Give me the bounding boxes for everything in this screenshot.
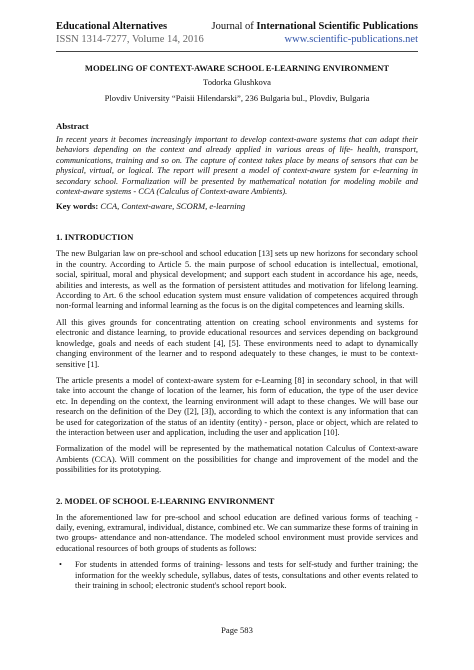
bullet-text: For students in attended forms of training- lessons and tests for self-study and further training; the information for the weekly schedule, syllabus, dates of tests, consultations and other events related to their training in school; electronic student's school report book. xyxy=(75,560,418,590)
intro-paragraph: The new Bulgarian law on pre-school and school education [13] sets up new horizons for secondary school in the country. According to Article 5. the main purpose of school education is intellectual, emotional, social, spiritual, moral and physical development; and support each student in accordance his age, needs, abilities and interests, as well as the formation of persistent attitudes and motivation for lifelong learning. According to Art. 6 the school education system must ensure validation of competences acquired through non-formal learning and informal learning as the focus is on the digital competences and learning skills. xyxy=(56,249,418,311)
journal-prefix: Journal of xyxy=(211,21,257,32)
model-paragraph: In the aforementioned law for pre-school and school education are defined various forms of teaching - daily, evening, extramural, individual, distance, combined etc. We can summarize these forms of training in two groups- attendance and non-attendance. The modeled school environment must provide services and educational resources of both groups of students as follows: xyxy=(56,512,418,553)
journal-publisher-name: International Scientific Publications xyxy=(256,21,418,32)
website-link[interactable]: www.scientific-publications.net xyxy=(284,34,418,45)
abstract-text: In recent years it becomes increasingly important to develop context-aware systems that can adapt their behaviors depending on the context and already applied in various areas of life- health, transport, communications, training and so on. The capture of context takes place by means of sensors that can be physical, virtual, or logical. The report will present a model of context-aware system for e-learning in secondary school. Formalization will be presented by mathematical notation for modeling mobile and context-aware systems - CCA (Calculus of Context-aware Ambients). xyxy=(56,135,418,197)
intro-paragraph: Formalization of the model will be represented by the mathematical notation Calculus of Context-aware Ambients (CCA). Will comment on the possibilities for change and improvement of the model and the possibilities for its prototyping. xyxy=(56,444,418,475)
paper-author: Todorka Glushkova xyxy=(203,77,271,87)
journal-publisher xyxy=(211,20,418,33)
paper-title: MODELING OF CONTEXT-AWARE SCHOOL E-LEARNING ENVIRONMENT xyxy=(84,63,390,73)
journal-name: Educational Alternatives xyxy=(56,21,168,32)
intro-paragraph: All this gives grounds for concentrating attention on creating school environments and systems for electronic and distance learning, to provide educational resources and services depending on background knowledge, goals and needs of each student [4], [5]. These environments need to adapt to dynamically changing environment of the learner and to respond adequately to these changes, ie must to be context-sensitive [1]. xyxy=(56,317,418,369)
list-item xyxy=(56,560,418,591)
intro-paragraph: The article presents a model of context-aware system for e-Learning [8] in secondary school, in that will take into account the change of location of the learner, his form of education, the type of the user device etc. In depending on the context, the learning environment will adapt to these changes. We will base our research on the definition of the Dey ([2], [3]), according to which the context is any information that can be used for categorization of the status of an identity (entity) - person, place or object, which are related to the interaction between user and application, including the user and application [10]. xyxy=(56,375,418,437)
keywords-value: CCA, Context-aware, SCORM, e-learning xyxy=(98,201,246,212)
bullet-icon: • xyxy=(59,560,62,570)
header-right xyxy=(211,20,418,46)
page-number: Page 583 xyxy=(221,625,253,635)
section-heading-model: 2. MODEL OF SCHOOL E-LEARNING ENVIRONMENT xyxy=(56,495,275,506)
header-divider xyxy=(56,51,418,52)
issn-volume: ISSN 1314-7277, Volume 14, 2016 xyxy=(56,34,204,45)
paper-body xyxy=(56,60,418,591)
section-heading-introduction: 1. INTRODUCTION xyxy=(56,232,134,243)
keywords-label: Key words: xyxy=(56,201,99,212)
keywords xyxy=(56,201,418,212)
header-left xyxy=(56,20,204,46)
abstract-heading: Abstract xyxy=(56,121,89,131)
paper-affiliation: Plovdiv University “Paisii Hilendarski”, 236 Bulgaria bul., Plovdiv, Bulgaria xyxy=(104,93,370,103)
